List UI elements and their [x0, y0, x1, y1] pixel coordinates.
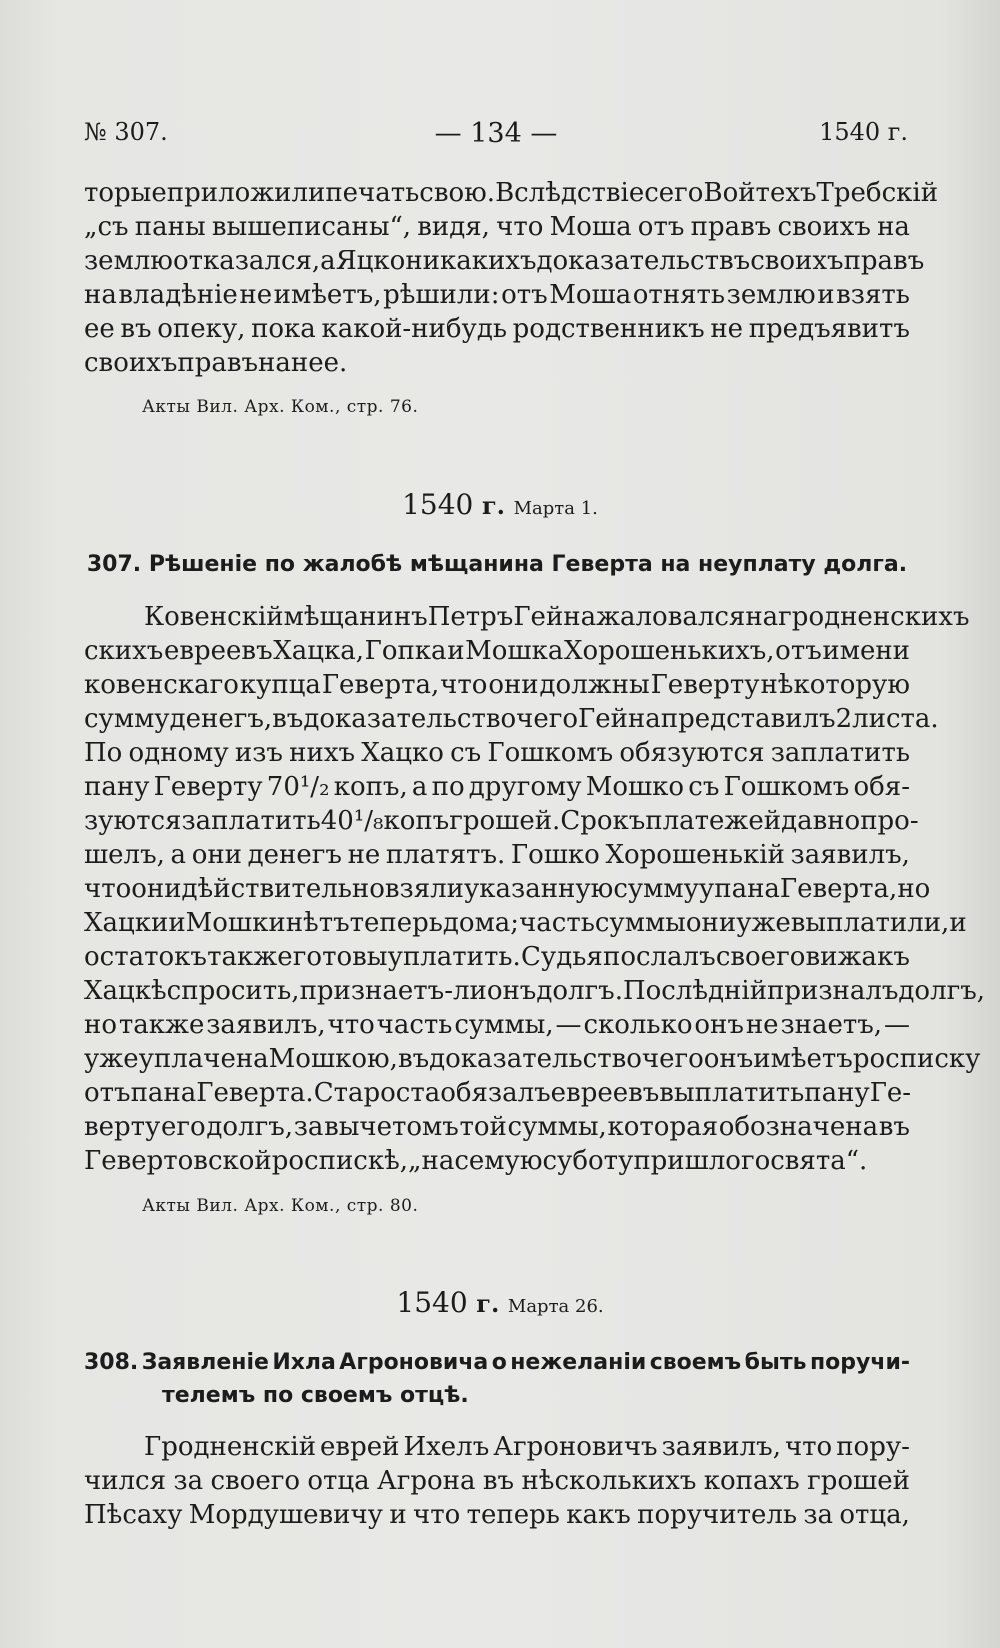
source-citation: Акты Вил. Арх. Ком., стр. 76.: [142, 397, 419, 417]
text-line: на владѣніе не имѣетъ, рѣшили: отъ Моша отнять землю и взять: [84, 280, 910, 310]
heading-line: 308. Заявленіе Ихла Агроновича о нежеланіи своемъ быть поручи-: [84, 1350, 910, 1375]
text-line: Гродненскій еврей Ихелъ Агроновичъ заявилъ, что пору-: [144, 1432, 910, 1462]
text-line: землю отказался, а Яцко никакихъ доказательствъ своихъ правъ: [84, 246, 925, 276]
text-line: ее въ опеку, пока какой-нибудь родственникъ не предъявитъ: [84, 314, 910, 344]
date-day: Марта 26.: [507, 1296, 604, 1317]
date-year-suffix: г.: [481, 491, 506, 520]
date-year-suffix: г.: [476, 1289, 500, 1318]
text-line: Хацки и Мошки нѣтъ теперь дома; часть суммы они уже выплатили, и: [84, 908, 967, 938]
date-year: 1540: [396, 1286, 468, 1319]
text-line: но также заявилъ, что часть суммы, — сколько онъ не знаетъ, —: [84, 1010, 910, 1040]
entry-body: [84, 600, 986, 1178]
date-day: Марта 1.: [513, 498, 598, 519]
page-number: — 134 —: [434, 118, 558, 149]
text-line: торые приложили печать свою. Вслѣдствіе сего Войтехъ Требскій: [84, 178, 939, 208]
heading-line: 307. Рѣшеніе по жалобѣ мѣщанина Геверта на неуплату долга.: [86, 552, 908, 577]
source-citation: Акты Вил. Арх. Ком., стр. 80.: [142, 1196, 419, 1216]
document-number: № 307.: [84, 118, 168, 146]
heading-line: телемъ по своемъ отцѣ.: [162, 1383, 469, 1408]
text-line: Хацкѣ спросить, признаетъ-ли онъ долгъ. Послѣдній призналъ долгъ,: [84, 976, 986, 1006]
text-line: пану Геверту 70¹/₂ копъ, а по другому Мошко съ Гошкомъ обя-: [84, 772, 910, 802]
entry-date: [0, 488, 1000, 521]
text-line: ковенскаго купца Геверта, что они должны Геверту нѣкоторую: [84, 670, 910, 700]
text-line: зуются заплатить 40¹/₈ копъ грошей. Срокъ платежей давно про-: [84, 806, 919, 836]
entry-date: [0, 1286, 1000, 1319]
text-line: „съ паны вышеписаны“, видя, что Моша отъ правъ своихъ на: [84, 212, 910, 242]
entry-heading: [84, 548, 910, 581]
text-line: остатокъ также готовы уплатить. Судья послалъ своего вижа къ: [84, 942, 910, 972]
entry-body: [84, 1430, 910, 1532]
entry-heading: [84, 1346, 910, 1412]
text-line: своихъ правъ на нее.: [84, 348, 348, 378]
text-line: Гевертовской роспискѣ, „на семую суботу пришлого свята“.: [84, 1146, 868, 1176]
text-line: отъ пана Геверта. Староста обязалъ евреевъ выплатить пану Ге-: [84, 1078, 912, 1108]
text-line: скихъ евреевъ Хацка, Гопка и Мошка Хорошенькихъ, отъ имени: [84, 636, 910, 666]
text-line: Пѣсаху Мордушевичу и что теперь какъ поручитель за отца,: [84, 1500, 910, 1530]
text-line: верту его долгъ, за вычетомъ той суммы, которая обозначена въ: [84, 1112, 910, 1142]
text-line: сумму денегъ, въ доказательство чего Гейна представилъ 2 листа.: [84, 704, 939, 734]
text-line: По одному изъ нихъ Хацко съ Гошкомъ обязуются заплатить: [84, 738, 910, 768]
text-line: Ковенскій мѣщанинъ Петръ Гейна жаловался на гродненскихъ: [144, 602, 970, 632]
text-line: шелъ, а они денегъ не платятъ. Гошко Хорошенькій заявилъ,: [84, 840, 910, 870]
date-year: 1540: [402, 488, 474, 521]
text-line: уже уплачена Мошкою, въ доказательство чего онъ имѣетъ росписку: [84, 1044, 981, 1074]
text-line: что они дѣйствительно взяли указанную сумму у пана Геверта, но: [84, 874, 931, 904]
text-line: чился за своего отца Агрона въ нѣсколькихъ копахъ грошей: [84, 1466, 910, 1496]
continuation-text: [84, 176, 939, 380]
header-year: 1540 г.: [819, 118, 908, 146]
page-header: [84, 118, 908, 158]
